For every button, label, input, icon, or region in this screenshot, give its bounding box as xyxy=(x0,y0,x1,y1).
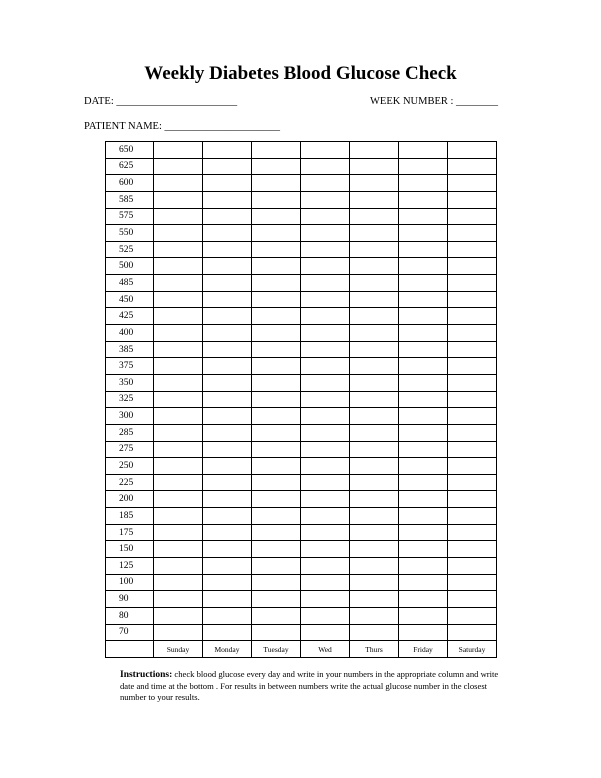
glucose-entry-cell[interactable] xyxy=(154,607,203,624)
glucose-entry-cell[interactable] xyxy=(350,358,399,375)
glucose-row xyxy=(106,508,497,525)
glucose-entry-cell[interactable] xyxy=(350,458,399,475)
date-field-label: DATE: _______________________ xyxy=(84,96,238,107)
glucose-entry-cell[interactable] xyxy=(301,541,350,558)
glucose-entry-cell[interactable] xyxy=(301,175,350,192)
glucose-entry-cell[interactable] xyxy=(350,474,399,491)
glucose-entry-cell[interactable] xyxy=(448,158,497,175)
glucose-value-label: 625 xyxy=(106,158,154,175)
glucose-entry-cell[interactable] xyxy=(301,474,350,491)
glucose-entry-cell[interactable] xyxy=(448,308,497,325)
glucose-entry-cell[interactable] xyxy=(301,574,350,591)
week-number-field-label: WEEK NUMBER : ________ xyxy=(370,96,499,107)
glucose-entry-cell[interactable] xyxy=(399,341,448,358)
glucose-entry-cell[interactable] xyxy=(154,408,203,425)
glucose-value-label: 485 xyxy=(106,275,154,292)
glucose-entry-cell[interactable] xyxy=(203,191,252,208)
glucose-entry-cell[interactable] xyxy=(252,541,301,558)
glucose-entry-cell[interactable] xyxy=(350,258,399,275)
glucose-value-label: 550 xyxy=(106,225,154,242)
glucose-value-label: 285 xyxy=(106,424,154,441)
glucose-entry-cell[interactable] xyxy=(399,474,448,491)
glucose-row xyxy=(106,424,497,441)
glucose-entry-cell[interactable] xyxy=(252,308,301,325)
glucose-entry-cell[interactable] xyxy=(448,325,497,342)
glucose-entry-cell[interactable] xyxy=(448,291,497,308)
glucose-entry-cell[interactable] xyxy=(252,175,301,192)
glucose-entry-cell[interactable] xyxy=(154,591,203,608)
glucose-row xyxy=(106,208,497,225)
glucose-entry-cell[interactable] xyxy=(399,508,448,525)
glucose-entry-cell[interactable] xyxy=(301,374,350,391)
glucose-entry-cell[interactable] xyxy=(154,624,203,641)
glucose-row xyxy=(106,374,497,391)
glucose-value-label: 450 xyxy=(106,291,154,308)
glucose-entry-cell[interactable] xyxy=(301,142,350,159)
glucose-entry-cell[interactable] xyxy=(350,491,399,508)
glucose-entry-cell[interactable] xyxy=(154,258,203,275)
glucose-row xyxy=(106,358,497,375)
instructions-text xyxy=(120,669,510,703)
day-label: Thurs xyxy=(350,641,399,658)
glucose-entry-cell[interactable] xyxy=(252,325,301,342)
glucose-entry-cell[interactable] xyxy=(301,524,350,541)
glucose-entry-cell[interactable] xyxy=(301,441,350,458)
glucose-entry-cell[interactable] xyxy=(154,508,203,525)
glucose-entry-cell[interactable] xyxy=(301,241,350,258)
glucose-row xyxy=(106,291,497,308)
glucose-entry-cell[interactable] xyxy=(448,374,497,391)
glucose-row xyxy=(106,241,497,258)
glucose-entry-cell[interactable] xyxy=(301,225,350,242)
glucose-entry-cell[interactable] xyxy=(301,325,350,342)
glucose-entry-cell[interactable] xyxy=(154,225,203,242)
glucose-entry-cell[interactable] xyxy=(252,241,301,258)
glucose-entry-cell[interactable] xyxy=(203,524,252,541)
glucose-entry-cell[interactable] xyxy=(350,524,399,541)
glucose-entry-cell[interactable] xyxy=(252,275,301,292)
glucose-entry-cell[interactable] xyxy=(203,291,252,308)
glucose-entry-cell[interactable] xyxy=(154,175,203,192)
glucose-entry-cell[interactable] xyxy=(154,524,203,541)
glucose-entry-cell[interactable] xyxy=(448,508,497,525)
glucose-entry-cell[interactable] xyxy=(301,624,350,641)
glucose-entry-cell[interactable] xyxy=(448,391,497,408)
glucose-value-label: 175 xyxy=(106,524,154,541)
glucose-entry-cell[interactable] xyxy=(350,607,399,624)
glucose-entry-cell[interactable] xyxy=(399,558,448,575)
glucose-row xyxy=(106,325,497,342)
glucose-entry-cell[interactable] xyxy=(203,225,252,242)
glucose-entry-cell[interactable] xyxy=(350,142,399,159)
glucose-row xyxy=(106,524,497,541)
glucose-entry-cell[interactable] xyxy=(448,208,497,225)
glucose-entry-cell[interactable] xyxy=(350,191,399,208)
glucose-entry-cell[interactable] xyxy=(399,308,448,325)
glucose-entry-cell[interactable] xyxy=(301,607,350,624)
glucose-entry-cell[interactable] xyxy=(301,458,350,475)
glucose-row xyxy=(106,408,497,425)
glucose-entry-cell[interactable] xyxy=(448,408,497,425)
glucose-row xyxy=(106,541,497,558)
glucose-entry-cell[interactable] xyxy=(154,558,203,575)
glucose-entry-cell[interactable] xyxy=(203,374,252,391)
glucose-entry-cell[interactable] xyxy=(350,391,399,408)
glucose-entry-cell[interactable] xyxy=(154,491,203,508)
glucose-entry-cell[interactable] xyxy=(154,541,203,558)
glucose-entry-cell[interactable] xyxy=(252,225,301,242)
glucose-entry-cell[interactable] xyxy=(301,508,350,525)
glucose-entry-cell[interactable] xyxy=(252,624,301,641)
glucose-entry-cell[interactable] xyxy=(350,308,399,325)
patient-name-field-label: PATIENT NAME: ______________________ xyxy=(84,121,281,132)
glucose-row xyxy=(106,308,497,325)
glucose-entry-cell[interactable] xyxy=(252,524,301,541)
glucose-entry-cell[interactable] xyxy=(154,241,203,258)
glucose-entry-cell[interactable] xyxy=(301,158,350,175)
glucose-entry-cell[interactable] xyxy=(252,441,301,458)
glucose-entry-cell[interactable] xyxy=(203,441,252,458)
glucose-entry-cell[interactable] xyxy=(203,624,252,641)
glucose-row xyxy=(106,441,497,458)
instructions-label: Instructions: xyxy=(120,670,173,680)
glucose-entry-cell[interactable] xyxy=(203,458,252,475)
glucose-entry-cell[interactable] xyxy=(350,175,399,192)
glucose-entry-cell[interactable] xyxy=(448,458,497,475)
glucose-entry-cell[interactable] xyxy=(448,558,497,575)
glucose-entry-cell[interactable] xyxy=(350,241,399,258)
glucose-value-label: 385 xyxy=(106,341,154,358)
glucose-entry-cell[interactable] xyxy=(203,424,252,441)
glucose-entry-cell[interactable] xyxy=(350,408,399,425)
glucose-entry-cell[interactable] xyxy=(252,358,301,375)
glucose-entry-cell[interactable] xyxy=(399,591,448,608)
glucose-row xyxy=(106,474,497,491)
day-header-row xyxy=(106,641,497,658)
glucose-entry-cell[interactable] xyxy=(252,291,301,308)
glucose-value-label: 400 xyxy=(106,325,154,342)
glucose-entry-cell[interactable] xyxy=(350,424,399,441)
glucose-row xyxy=(106,225,497,242)
glucose-entry-cell[interactable] xyxy=(154,341,203,358)
glucose-entry-cell[interactable] xyxy=(399,424,448,441)
glucose-value-label: 100 xyxy=(106,574,154,591)
glucose-row xyxy=(106,591,497,608)
glucose-entry-cell[interactable] xyxy=(448,524,497,541)
glucose-entry-cell[interactable] xyxy=(252,142,301,159)
glucose-entry-cell[interactable] xyxy=(203,607,252,624)
glucose-entry-cell[interactable] xyxy=(399,391,448,408)
glucose-entry-cell[interactable] xyxy=(350,275,399,292)
glucose-entry-cell[interactable] xyxy=(203,491,252,508)
glucose-entry-cell[interactable] xyxy=(252,508,301,525)
glucose-entry-cell[interactable] xyxy=(252,208,301,225)
glucose-entry-cell[interactable] xyxy=(399,142,448,159)
glucose-value-label: 225 xyxy=(106,474,154,491)
glucose-entry-cell[interactable] xyxy=(252,474,301,491)
glucose-row xyxy=(106,391,497,408)
glucose-entry-cell[interactable] xyxy=(399,275,448,292)
glucose-entry-cell[interactable] xyxy=(399,574,448,591)
glucose-row xyxy=(106,624,497,641)
glucose-entry-cell[interactable] xyxy=(203,208,252,225)
glucose-entry-cell[interactable] xyxy=(448,624,497,641)
glucose-entry-cell[interactable] xyxy=(350,158,399,175)
glucose-entry-cell[interactable] xyxy=(350,574,399,591)
glucose-row xyxy=(106,458,497,475)
glucose-entry-cell[interactable] xyxy=(399,458,448,475)
glucose-entry-cell[interactable] xyxy=(399,291,448,308)
glucose-entry-cell[interactable] xyxy=(203,241,252,258)
glucose-entry-cell[interactable] xyxy=(399,607,448,624)
glucose-value-label: 425 xyxy=(106,308,154,325)
glucose-entry-cell[interactable] xyxy=(301,208,350,225)
glucose-entry-cell[interactable] xyxy=(203,591,252,608)
glucose-entry-cell[interactable] xyxy=(301,558,350,575)
glucose-row xyxy=(106,491,497,508)
glucose-entry-cell[interactable] xyxy=(301,358,350,375)
glucose-entry-cell[interactable] xyxy=(154,208,203,225)
glucose-entry-cell[interactable] xyxy=(350,624,399,641)
glucose-entry-cell[interactable] xyxy=(399,374,448,391)
glucose-entry-cell[interactable] xyxy=(154,391,203,408)
glucose-entry-cell[interactable] xyxy=(448,175,497,192)
glucose-entry-cell[interactable] xyxy=(203,508,252,525)
glucose-entry-cell[interactable] xyxy=(252,491,301,508)
glucose-entry-cell[interactable] xyxy=(399,208,448,225)
glucose-entry-cell[interactable] xyxy=(203,341,252,358)
glucose-entry-cell[interactable] xyxy=(203,474,252,491)
glucose-entry-cell[interactable] xyxy=(350,225,399,242)
glucose-entry-cell[interactable] xyxy=(301,408,350,425)
glucose-entry-cell[interactable] xyxy=(252,424,301,441)
glucose-entry-cell[interactable] xyxy=(154,158,203,175)
glucose-entry-cell[interactable] xyxy=(154,142,203,159)
glucose-entry-cell[interactable] xyxy=(252,607,301,624)
glucose-entry-cell[interactable] xyxy=(399,191,448,208)
glucose-value-label: 325 xyxy=(106,391,154,408)
glucose-entry-cell[interactable] xyxy=(399,358,448,375)
day-label: Sunday xyxy=(154,641,203,658)
glucose-entry-cell[interactable] xyxy=(350,291,399,308)
glucose-entry-cell[interactable] xyxy=(448,607,497,624)
glucose-entry-cell[interactable] xyxy=(448,591,497,608)
day-label: Wed xyxy=(301,641,350,658)
glucose-entry-cell[interactable] xyxy=(301,291,350,308)
glucose-value-label: 185 xyxy=(106,508,154,525)
glucose-entry-cell[interactable] xyxy=(350,591,399,608)
day-label: Monday xyxy=(203,641,252,658)
glucose-entry-cell[interactable] xyxy=(350,558,399,575)
glucose-value-label: 300 xyxy=(106,408,154,425)
glucose-value-label: 200 xyxy=(106,491,154,508)
glucose-entry-cell[interactable] xyxy=(252,391,301,408)
glucose-entry-cell[interactable] xyxy=(399,325,448,342)
glucose-entry-cell[interactable] xyxy=(252,458,301,475)
day-label: Tuesday xyxy=(252,641,301,658)
glucose-entry-cell[interactable] xyxy=(154,308,203,325)
glucose-entry-cell[interactable] xyxy=(154,275,203,292)
glucose-entry-cell[interactable] xyxy=(203,158,252,175)
glucose-entry-cell[interactable] xyxy=(154,374,203,391)
glucose-entry-cell[interactable] xyxy=(448,241,497,258)
glucose-entry-cell[interactable] xyxy=(350,374,399,391)
glucose-row xyxy=(106,574,497,591)
glucose-entry-cell[interactable] xyxy=(448,424,497,441)
glucose-value-label: 250 xyxy=(106,458,154,475)
glucose-entry-cell[interactable] xyxy=(399,241,448,258)
glucose-value-label: 500 xyxy=(106,258,154,275)
glucose-entry-cell[interactable] xyxy=(203,142,252,159)
instructions-body: check blood glucose every day and write in your numbers in the appropriate column and write date and time at the bottom . For results in between numbers write the actual glucose number in the closest number to your results. xyxy=(120,669,499,702)
glucose-entry-cell[interactable] xyxy=(448,441,497,458)
glucose-entry-cell[interactable] xyxy=(301,591,350,608)
glucose-entry-cell[interactable] xyxy=(399,258,448,275)
glucose-row xyxy=(106,607,497,624)
glucose-entry-cell[interactable] xyxy=(154,474,203,491)
glucose-entry-cell[interactable] xyxy=(252,158,301,175)
glucose-entry-cell[interactable] xyxy=(203,258,252,275)
glucose-entry-cell[interactable] xyxy=(154,424,203,441)
glucose-entry-cell[interactable] xyxy=(399,491,448,508)
glucose-entry-cell[interactable] xyxy=(252,574,301,591)
glucose-entry-cell[interactable] xyxy=(301,341,350,358)
glucose-entry-cell[interactable] xyxy=(154,325,203,342)
glucose-entry-cell[interactable] xyxy=(252,191,301,208)
glucose-value-label: 350 xyxy=(106,374,154,391)
glucose-entry-cell[interactable] xyxy=(350,541,399,558)
glucose-entry-cell[interactable] xyxy=(448,574,497,591)
glucose-entry-cell[interactable] xyxy=(350,341,399,358)
glucose-entry-cell[interactable] xyxy=(252,374,301,391)
glucose-entry-cell[interactable] xyxy=(350,508,399,525)
glucose-entry-cell[interactable] xyxy=(448,491,497,508)
glucose-value-label: 650 xyxy=(106,142,154,159)
glucose-entry-cell[interactable] xyxy=(448,258,497,275)
glucose-row xyxy=(106,158,497,175)
glucose-value-label: 525 xyxy=(106,241,154,258)
glucose-entry-cell[interactable] xyxy=(203,175,252,192)
glucose-entry-cell[interactable] xyxy=(252,591,301,608)
glucose-entry-cell[interactable] xyxy=(350,208,399,225)
glucose-entry-cell[interactable] xyxy=(203,308,252,325)
glucose-value-label: 125 xyxy=(106,558,154,575)
glucose-entry-cell[interactable] xyxy=(301,391,350,408)
glucose-value-label: 90 xyxy=(106,591,154,608)
glucose-entry-cell[interactable] xyxy=(154,291,203,308)
glucose-row xyxy=(106,341,497,358)
glucose-entry-cell[interactable] xyxy=(203,541,252,558)
glucose-value-label: 585 xyxy=(106,191,154,208)
glucose-row xyxy=(106,142,497,159)
glucose-value-label: 150 xyxy=(106,541,154,558)
glucose-entry-cell[interactable] xyxy=(448,541,497,558)
glucose-entry-cell[interactable] xyxy=(252,341,301,358)
glucose-entry-cell[interactable] xyxy=(154,441,203,458)
glucose-entry-cell[interactable] xyxy=(154,358,203,375)
glucose-entry-cell[interactable] xyxy=(301,424,350,441)
glucose-entry-cell[interactable] xyxy=(154,458,203,475)
glucose-entry-cell[interactable] xyxy=(350,441,399,458)
glucose-entry-cell[interactable] xyxy=(203,275,252,292)
glucose-entry-cell[interactable] xyxy=(154,191,203,208)
corner-cell xyxy=(106,641,154,658)
glucose-entry-cell[interactable] xyxy=(448,191,497,208)
glucose-entry-cell[interactable] xyxy=(203,391,252,408)
glucose-row xyxy=(106,191,497,208)
glucose-entry-cell[interactable] xyxy=(252,258,301,275)
glucose-value-label: 80 xyxy=(106,607,154,624)
glucose-entry-cell[interactable] xyxy=(203,558,252,575)
glucose-entry-cell[interactable] xyxy=(203,325,252,342)
glucose-entry-cell[interactable] xyxy=(448,275,497,292)
glucose-entry-cell[interactable] xyxy=(252,558,301,575)
glucose-entry-cell[interactable] xyxy=(399,225,448,242)
glucose-entry-cell[interactable] xyxy=(448,474,497,491)
glucose-entry-cell[interactable] xyxy=(448,142,497,159)
glucose-entry-cell[interactable] xyxy=(301,491,350,508)
glucose-entry-cell[interactable] xyxy=(203,408,252,425)
glucose-value-label: 600 xyxy=(106,175,154,192)
glucose-value-label: 575 xyxy=(106,208,154,225)
glucose-row xyxy=(106,175,497,192)
glucose-entry-cell[interactable] xyxy=(399,541,448,558)
glucose-entry-cell[interactable] xyxy=(203,358,252,375)
glucose-row xyxy=(106,258,497,275)
glucose-entry-cell[interactable] xyxy=(154,574,203,591)
day-label: Saturday xyxy=(448,641,497,658)
glucose-entry-cell[interactable] xyxy=(350,325,399,342)
glucose-entry-cell[interactable] xyxy=(399,441,448,458)
glucose-value-label: 70 xyxy=(106,624,154,641)
glucose-entry-cell[interactable] xyxy=(203,574,252,591)
glucose-row xyxy=(106,275,497,292)
glucose-entry-cell[interactable] xyxy=(399,624,448,641)
glucose-entry-cell[interactable] xyxy=(399,158,448,175)
glucose-value-label: 275 xyxy=(106,441,154,458)
glucose-entry-cell[interactable] xyxy=(448,358,497,375)
glucose-entry-cell[interactable] xyxy=(399,408,448,425)
glucose-row xyxy=(106,558,497,575)
day-label: Friday xyxy=(399,641,448,658)
glucose-entry-cell[interactable] xyxy=(448,341,497,358)
page-title: Weekly Diabetes Blood Glucose Check xyxy=(144,63,457,84)
glucose-entry-cell[interactable] xyxy=(301,308,350,325)
glucose-entry-cell[interactable] xyxy=(448,225,497,242)
glucose-chart-table xyxy=(105,141,497,658)
glucose-entry-cell[interactable] xyxy=(301,275,350,292)
glucose-entry-cell[interactable] xyxy=(399,524,448,541)
glucose-value-label: 375 xyxy=(106,358,154,375)
glucose-entry-cell[interactable] xyxy=(399,175,448,192)
glucose-entry-cell[interactable] xyxy=(301,191,350,208)
glucose-entry-cell[interactable] xyxy=(301,258,350,275)
glucose-entry-cell[interactable] xyxy=(252,408,301,425)
